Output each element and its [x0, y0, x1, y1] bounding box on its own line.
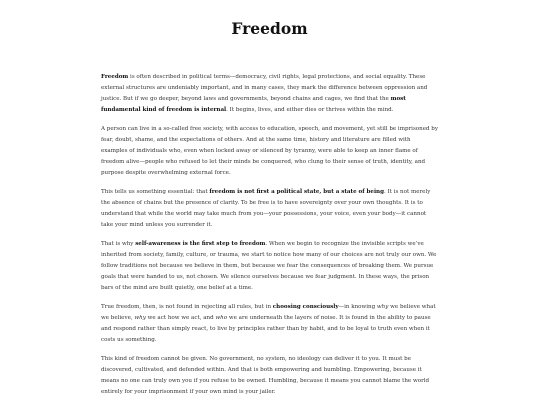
text-run: . It is not merely the absence of chains but the presence of clarity. To be free is to have sovereignty over your own thoughts. It is to understand that while the world may take much from you—your possessions, your voice, even your body—it cannot take your mind unless you surrender it. — [101, 188, 431, 228]
text-run: we believe what we believe, — [101, 303, 436, 321]
italic-text: why — [376, 303, 389, 310]
italic-text: who — [215, 314, 228, 321]
italic-text: why — [134, 314, 146, 321]
text-run: True freedom, then, is not found in rejecting all rules, but in — [101, 303, 273, 310]
paragraph-5 — [101, 302, 438, 346]
text-run: . When we begin to recognize the invisible scripts we’ve inherited from society, family, culture, or trauma, we start to notice how many of our choices are not truly our own. We follow traditions not because we believe in them, but because we fear the consequences of breaking them. We pursue goals that were handed to us, not chosen. We silence ourselves because we fear judgment. In these ways, the prison bars of the mind are built quietly, one belief at a time. — [101, 240, 437, 291]
bold-text: most fundamental kind of freedom is internal — [101, 95, 406, 113]
paragraph-2 — [101, 124, 438, 179]
text-run: This tells us something essential: that — [101, 188, 210, 195]
text-run: That is why — [101, 240, 136, 247]
page-title: Freedom — [231, 19, 308, 38]
text-run: is often described in political terms—democracy, civil rights, legal protections, and social equality. These external structures are undeniably important, and in many cases, they mark the difference between oppression and justice. But if we go deeper, beyond laws and governments, beyond chains and cages, we find that the — [101, 74, 428, 102]
article-body — [101, 72, 438, 398]
text-run: we act how we act, and — [145, 314, 216, 321]
text-run: —in knowing — [338, 303, 377, 310]
paragraph-4 — [101, 239, 438, 294]
paragraph-6 — [101, 354, 438, 398]
text-run: we are underneath the layers of noise. It is found in the ability to pause and respond rather than simply react, to live by principles rather than by habit, and to be loyal to truth even when it costs us something. — [101, 314, 431, 343]
bold-text: choosing consciously — [272, 303, 339, 310]
text-run: . It begins, lives, and either dies or thrives within the mind. — [226, 106, 394, 113]
paragraph-3 — [101, 187, 438, 231]
text-run: This kind of freedom cannot be given. No government, no system, no ideology can deliver it to you. It must be discovered, cultivated, and defended within. And that is both empowering and humbling. Empowering, because it means no one can truly own you if you refuse to be owned. Humbling, because it means you cannot blame the world entirely for your imprisonment if your own mind is your jailer. — [101, 355, 430, 395]
bold-text: freedom is not first a political state, but a state of being — [209, 188, 384, 195]
text-run: A person can live in a so-called free society, with access to education, speech, and movement, yet still be imprisoned by fear, doubt, shame, and the expectations of others. And at the same time, history and literature are filled with examples of individuals who, even when locked away or silenced by tyranny, were able to keep an inner flame of freedom alive—people who refused to let their minds be conquered, who clung to their sense of truth, identity, and purpose despite overwhelming external force. — [101, 126, 438, 176]
bold-text: self-awareness is the first step to freedom — [135, 240, 266, 247]
bold-text: Freedom — [101, 74, 129, 80]
paragraph-1 — [101, 72, 438, 116]
